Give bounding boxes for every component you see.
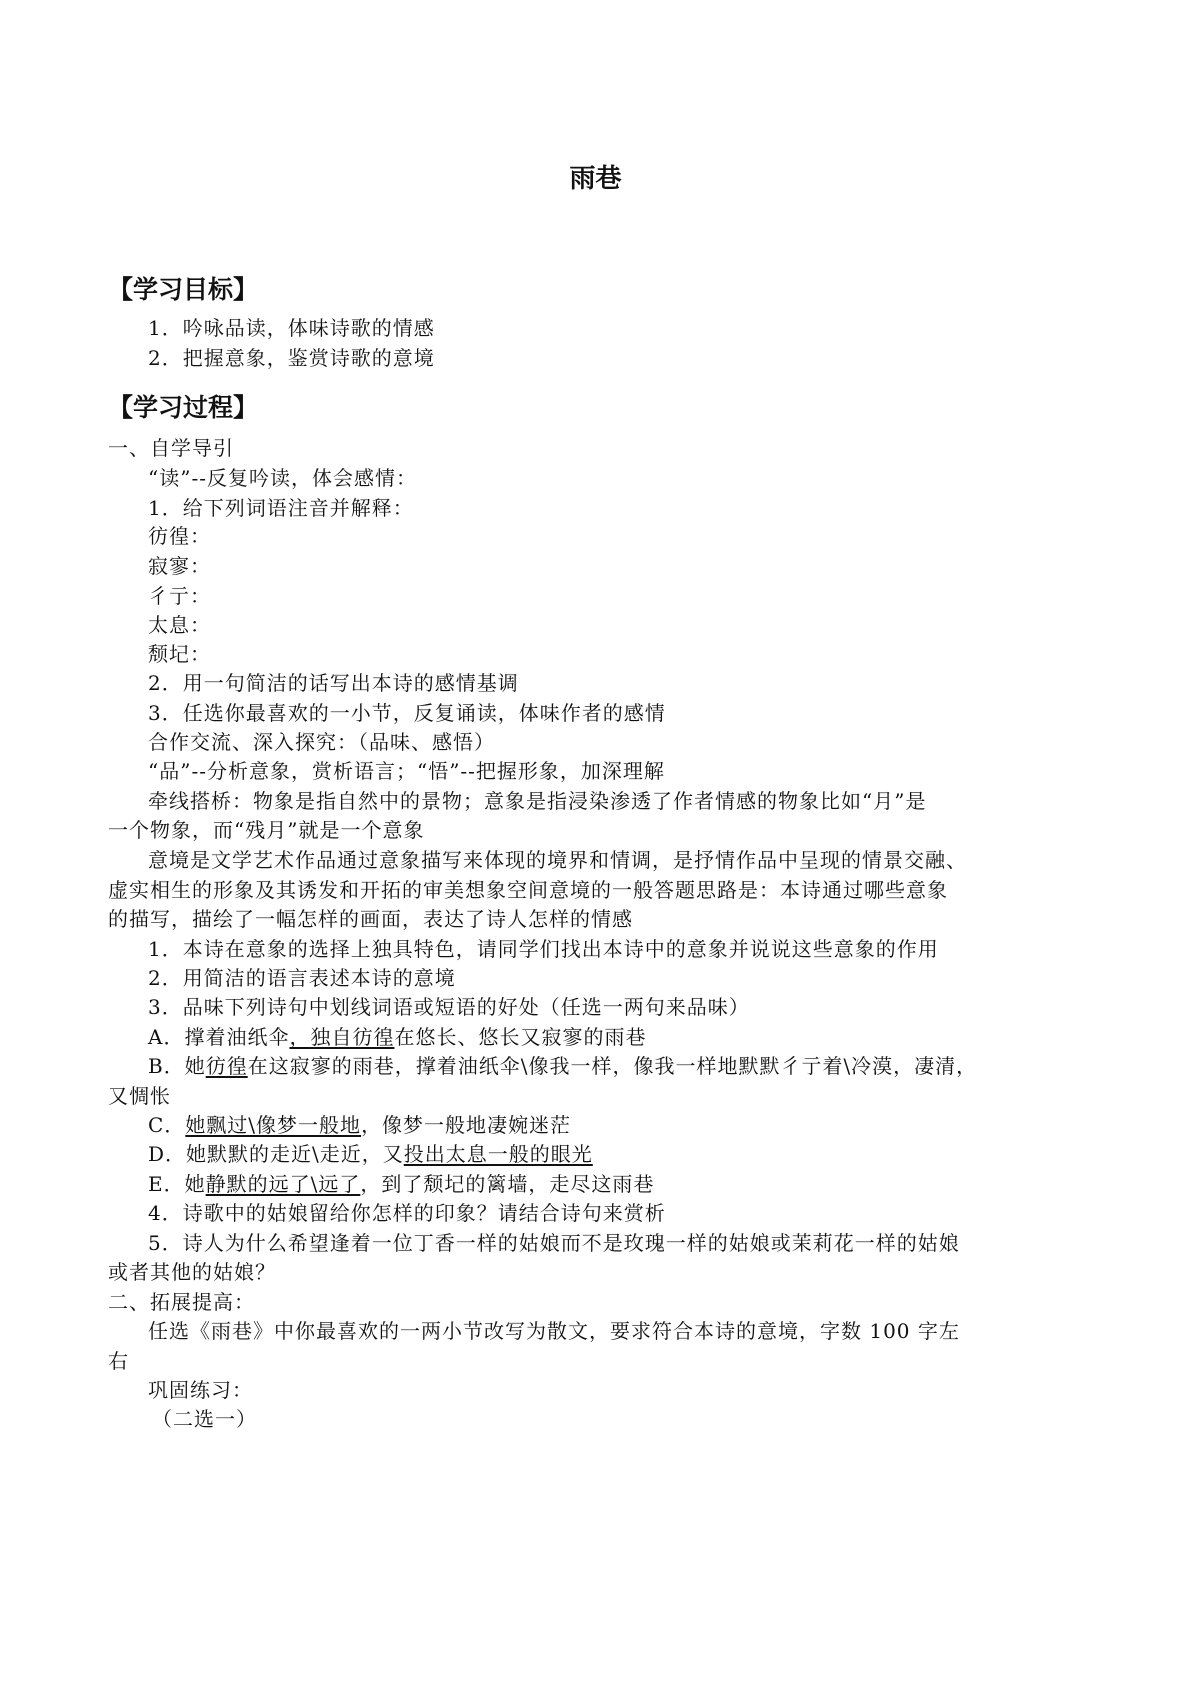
line-c-pre: C． (148, 1113, 186, 1137)
question-1: 1．给下列词语注音并解释： (148, 496, 414, 520)
line-b (148, 1054, 977, 1078)
question-3: 3．任选你最喜欢的一小节，反复诵读，体味作者的感情 (148, 701, 666, 725)
line-e-pre: E．她 (148, 1172, 206, 1196)
yijing-line-3: 的描写，描绘了一幅怎样的画面，表达了诗人怎样的情感 (108, 907, 633, 931)
yijing-line-1: 意境是文学艺术作品通过意象描写来体现的境界和情调，是抒情作品中呈现的情景交融、 (148, 848, 967, 872)
task-2: 2．用简洁的语言表述本诗的意境 (148, 966, 456, 990)
coop-line: 合作交流、深入探究：（品味、感悟） (148, 730, 495, 754)
qianxian-line-1: 牵线搭桥：物象是指自然中的景物；意象是指浸染渗透了作者情感的物象比如“月”是 (148, 789, 927, 813)
vocab-word: 彷徨： (148, 524, 211, 548)
vocab-word: 太息： (148, 613, 211, 637)
pin-wu-line: “品”--分析意象，赏析语言；“悟”--把握形象，加深理解 (148, 759, 665, 783)
line-c (148, 1113, 571, 1137)
read-intro: “读”--反复吟读，体会感情： (148, 466, 417, 490)
line-d-pre: D．她默默的走近\走近，又 (148, 1142, 404, 1166)
line-e-post: ，到了颓圮的篱墙，走尽这雨巷 (360, 1172, 655, 1196)
part1-title: 一、自学导引 (108, 436, 234, 460)
task-4: 4．诗歌中的姑娘留给你怎样的印象？请结合诗句来赏析 (148, 1201, 666, 1225)
task-1: 1．本诗在意象的选择上独具特色，请同学们找出本诗中的意象并说说这些意象的作用 (148, 937, 939, 961)
line-c-underlined: 她飘过\像梦一般地 (185, 1113, 362, 1137)
practice-label: 巩固练习： (148, 1378, 253, 1402)
goal-item: 2．把握意象，鉴赏诗歌的意境 (148, 346, 435, 370)
line-e (148, 1172, 654, 1196)
qianxian-line-2: 一个物象，而“残月”就是一个意象 (108, 818, 425, 842)
line-c-post: ，像梦一般地凄婉迷茫 (361, 1113, 572, 1137)
goal-item: 1．吟咏品读，体味诗歌的情感 (148, 316, 435, 340)
line-b-underlined: 彷徨 (205, 1054, 248, 1078)
line-a-underlined: ，独自彷徨 (289, 1025, 395, 1049)
section-heading-process: 【学习过程】 (108, 393, 259, 422)
line-e-underlined: 静默的远了\远了 (205, 1172, 361, 1196)
extension-line-2: 右 (108, 1349, 129, 1373)
line-b-pre: B．她 (148, 1054, 206, 1078)
line-d-underlined: 投出太息一般的眼光 (403, 1142, 593, 1166)
vocab-word: 彳亍： (148, 584, 211, 608)
section-heading-goals: 【学习目标】 (108, 275, 259, 304)
line-d (148, 1142, 593, 1166)
vocab-word: 寂寥： (148, 554, 211, 578)
line-a-post: 在悠长、悠长又寂寥的雨巷 (394, 1025, 647, 1049)
line-a-pre: A．撑着油纸伞 (148, 1025, 290, 1049)
task-5-line-1: 5．诗人为什么希望逢着一位丁香一样的姑娘而不是玫瑰一样的姑娘或茉莉花一样的姑娘 (148, 1231, 960, 1255)
page-title: 雨巷 (569, 164, 622, 194)
extension-line-1: 任选《雨巷》中你最喜欢的一两小节改写为散文，要求符合本诗的意境，字数 100 字左 (148, 1319, 960, 1343)
part2-title: 二、拓展提高： (108, 1290, 255, 1314)
task-5-line-2: 或者其他的姑娘？ (108, 1260, 276, 1284)
vocab-word: 颓圮： (148, 642, 211, 666)
yijing-line-2: 虚实相生的形象及其诱发和开拓的审美想象空间意境的一般答题思路是：本诗通过哪些意象 (108, 878, 948, 902)
line-b-continued: 又惆怅 (108, 1084, 171, 1108)
line-b-post: 在这寂寥的雨巷，撑着油纸伞\像我一样，像我一样地默默彳亍着\冷漠，凄清， (247, 1054, 978, 1078)
question-2: 2．用一句简洁的话写出本诗的感情基调 (148, 671, 519, 695)
line-a (148, 1025, 646, 1049)
choose-one-label: （二选一） (152, 1407, 257, 1431)
task-3: 3．品味下列诗句中划线词语或短语的好处（任选一两句来品味） (148, 995, 750, 1019)
